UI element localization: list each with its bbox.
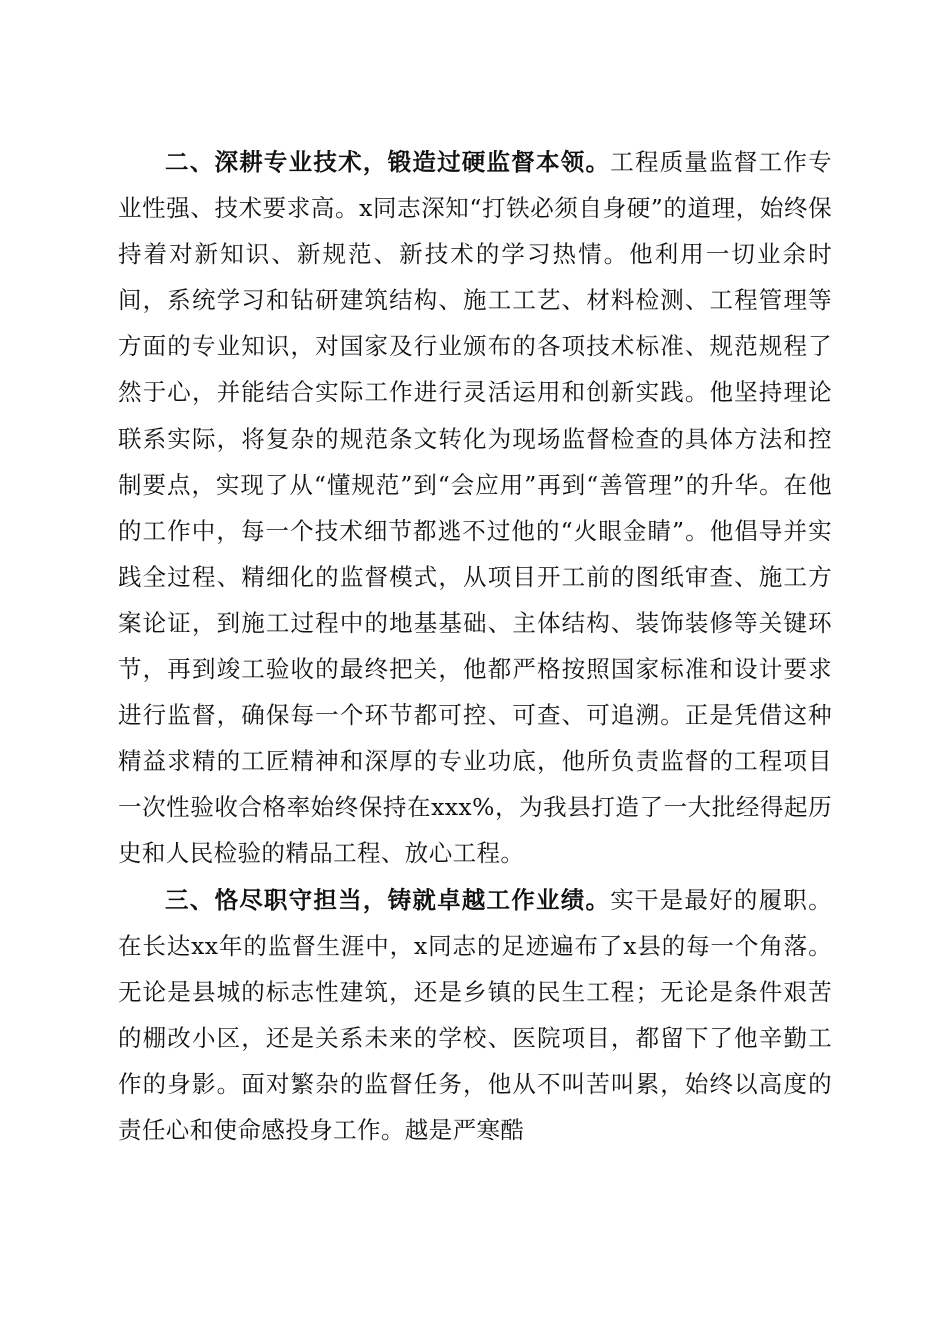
section-two-text: 工程质量监督工作专业性强、技术要求高。x同志深知“打铁必须自身硬”的道理，始终保持着对新知识、新规范、新技术的学习热情。他利用一切业余时间，系统学习和钻研建筑结构、施工工艺、材料检测、工程管理等方面的专业知识，对国家及行业颁布的各项技术标准、规范规程了然于心，并能结合实际工作进行灵活运用和创新实践。他坚持理论联系实际，将复杂的规范条文转化为现场监督检查的具体方法和控制要点，实现了从“懂规范”到“会应用”再到“善管理”的升华。在他的工作中，每一个技术细节都逃不过他的“火眼金睛”。他倡导并实践全过程、精细化的监督模式，从项目开工前的图纸审查、施工方案论证，到施工过程中的地基基础、主体结构、装饰装修等关键环节，再到竣工验收的最终把关，他都严格按照国家标准和设计要求进行监督，确保每一个环节都可控、可查、可追溯。正是凭借这种精益求精的工匠精神和深厚的专业功底，他所负责监督的工程项目一次性验收合格率始终保持在xxx%，为我县打造了一大批经得起历史和人民检验的精品工程、放心工程。 xyxy=(118,148,832,868)
paragraph-section-two xyxy=(118,139,832,877)
document-body xyxy=(118,139,832,1153)
section-three-heading: 三、恪尽职守担当，铸就卓越工作业绩。 xyxy=(165,885,611,914)
section-three-text: 实干是最好的履职。在长达xx年的监督生涯中，x同志的足迹遍布了x县的每一个角落。无论是县城的标志性建筑，还是乡镇的民生工程；无论是条件艰苦的棚改小区，还是关系未来的学校、医院项目，都留下了他辛勤工作的身影。面对繁杂的监督任务，他从不叫苦叫累，始终以高度的责任心和使命感投身工作。越是严寒酷 xyxy=(118,885,832,1144)
section-two-heading: 二、深耕专业技术，锻造过硬监督本领。 xyxy=(165,148,611,176)
paragraph-section-three xyxy=(118,877,832,1154)
